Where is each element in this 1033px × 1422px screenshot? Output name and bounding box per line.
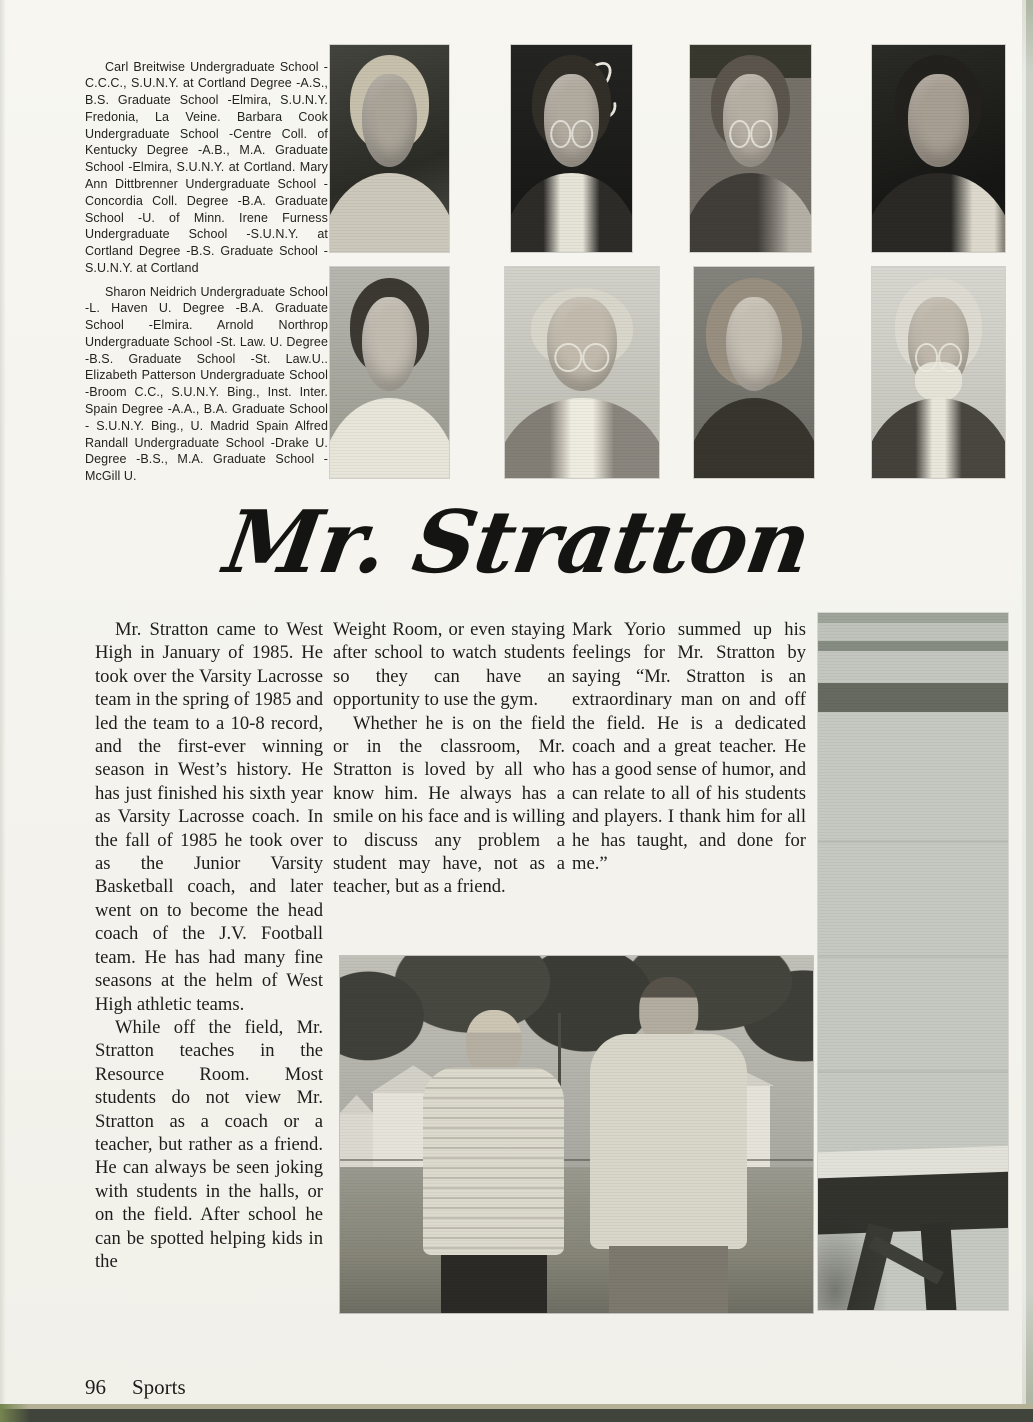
article-column-2	[333, 618, 565, 899]
article-paragraph: Weight Room, or even staying after school to watch students so they can have an opportunity to use the gym.	[333, 619, 565, 711]
article-paragraph: Mark Yorio summed up his feelings for Mr. Stratton by saying “Mr. Stratton is an extraordinary man on and off the field. He is a dedicated coach and a great teacher. He has a good sense of humor, and can relate to all of his students and players. I thank him for all he has taught, and done for me.”	[572, 619, 806, 875]
page-corner-green	[0, 1404, 30, 1422]
section-label: Sports	[132, 1375, 186, 1399]
photo-grain	[330, 45, 449, 252]
portrait-photo-woman-glasses-blackboard	[511, 45, 632, 252]
photo-grain	[511, 45, 632, 252]
page-number: 96	[85, 1375, 106, 1399]
article-paragraph: Whether he is on the field or in the classroom, Mr. Stratton is loved by all who know him. He always has a smile on his face and is willing to discuss any problem a student may have, not as a teacher, but as a friend.	[333, 712, 565, 898]
article-column-1	[95, 618, 323, 1273]
photo-grain	[330, 267, 449, 478]
article-title: Mr. Stratton	[218, 492, 817, 593]
article-paragraph: While off the field, Mr. Stratton teaches in the Resource Room. Most students do not view Mr. Stratton as a coach or a teacher, but rather as a friend. He can always be seen joking with students in the halls, or on the field. After school he can be spotted helping kids in the	[95, 1016, 323, 1272]
portrait-photo-man-light-hair	[330, 45, 449, 252]
photo-grain	[872, 267, 1005, 478]
page-footer	[85, 1375, 186, 1400]
article-column-3	[572, 618, 806, 875]
photo-grain	[872, 45, 1005, 252]
photo-grain	[818, 613, 1008, 1310]
portrait-photo-woman-large-glasses	[690, 45, 811, 252]
photo-grain	[694, 267, 814, 478]
group-photo-two-coaches	[340, 956, 813, 1313]
photo-grain	[505, 267, 659, 478]
photo-grain	[340, 956, 813, 1313]
sideline-photo-wall-and-table	[818, 613, 1008, 1310]
portrait-photo-woman-dark-background	[872, 45, 1005, 252]
portrait-photo-woman-curly-hair	[694, 267, 814, 478]
portrait-photo-bearded-man-suit	[872, 267, 1005, 478]
page-edge-left	[0, 0, 6, 1422]
article-paragraph: Mr. Stratton came to West High in January of 1985. He took over the Varsity Lacrosse team in the spring of 1985 and led the team to a 10-8 record, and the first-ever winning season in West’s history. He has just finished his sixth year as Varsity Lacrosse coach. In the fall of 1985 he took over as the Junior Varsity Basketball coach, and later went on to become the head coach of the J.V. Football team. He has had many fine seasons at the helm of West High athletic teams.	[95, 619, 323, 1015]
page-edge-bottom	[0, 1404, 1033, 1422]
credentials-paragraph-2: Sharon Neidrich Undergraduate School -L. Haven U. Degree -B.A. Graduate School -Elmira. Arnold Northrop Undergraduate School -St. Law. U. Degree -B.S. Graduate School -St. Law.U.. Elizabeth Patterson Undergraduate School -Broom C.C., S.U.N.Y. Bing., Inst. Inter. Spain Degree -A.A., B.A. Graduate School - S.U.N.Y. Bing., U. Madrid Spain Alfred Randall Undergraduate School -Drake U. Degree -B.S., M.A. Graduate School - McGill U.	[85, 284, 328, 484]
credentials-paragraph-1: Carl Breitwise Undergraduate School - C.C.C., S.U.N.Y. at Cortland Degree -A.S., B.S. Graduate School -Elmira, S.U.N.Y. Fredonia, La Veine. Barbara Cook Undergraduate School -Centre Coll. of Kentucky Degree -A.B., M.A. Graduate School -Elmira, S.U.N.Y. at Cortland. Mary Ann Dittbrenner Undergraduate School -Concordia Coll. Degree -B.A. Graduate School -U. of Minn. Irene Furness Undergraduate School -S.U.N.Y. at Cortland Degree -B.S. Graduate School -S.U.N.Y. at Cortland	[85, 59, 328, 276]
portrait-photo-smiling-woman	[330, 267, 449, 478]
portrait-photo-elderly-man-jacket	[505, 267, 659, 478]
photo-grain	[690, 45, 811, 252]
page-edge-right	[1022, 0, 1033, 1422]
